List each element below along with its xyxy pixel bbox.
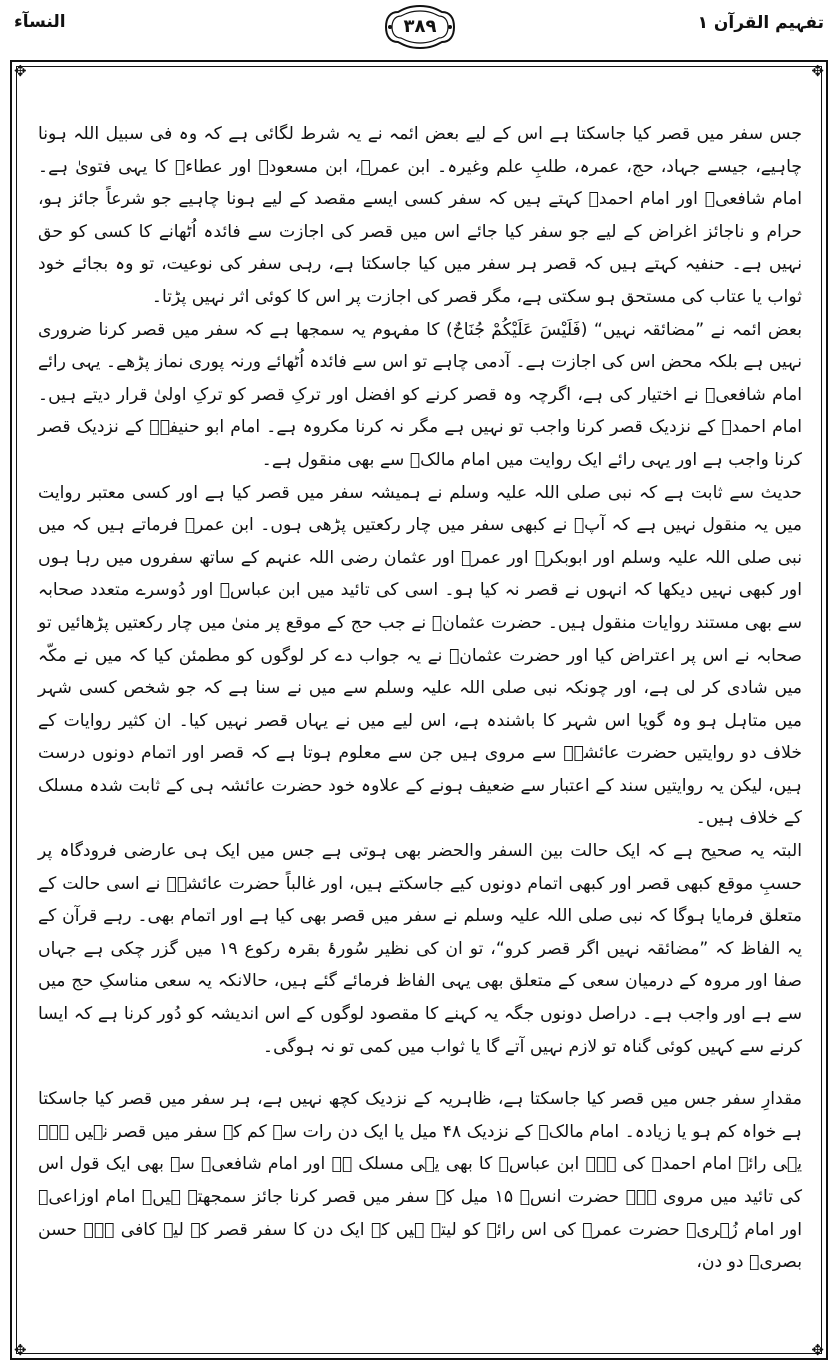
corner-ornament-icon: ✥	[14, 62, 27, 80]
paragraph-travel-distance: مقدارِ سفر جس میں قصر کیا جاسکتا ہے، ظاہریہ کے نزدیک کچھ نہیں ہے، ہر سفر میں قصر کیا جاسکتا ہے خواہ کم ہو یا زیادہ۔ امام مالکؒ کے نزدیک ۴۸ میل یا ایک دن رات سے کم کے سفر میں قصر نہیں ہے۔ یہی رائے امام احمدؒ کی ہے۔ ابن عباسؓ کا بھی یہی مسلک ہے اور امام شافعیؒ سے بھی ایک قول اس کی تائید میں مروی ہے۔ حضرت انسؓ ۱۵ میل کے سفر میں قصر کرنا جائز سمجھتے ہیں۔ امام اوزاعیؒ اور امام زُہریؒ حضرت عمرؓ کی اس رائے کو لیتے ہیں کہ ایک دن کا سفر قصر کے لیے کافی ہے۔ حسن بصریؒ دو دن،	[38, 1089, 803, 1273]
paragraph-hadith-evidence: حدیث سے ثابت ہے کہ نبی صلی اللہ علیہ وسلم نے ہمیشہ سفر میں قصر کیا ہے اور کسی معتبر روایت میں یہ منقول نہیں ہے کہ آپؐ نے کبھی سفر میں چار رکعتیں پڑھی ہوں۔ ابن عمرؓ فرماتے ہیں کہ میں نبی صلی اللہ علیہ وسلم اور ابوبکرؓ اور عمرؓ اور عثمان رضی اللہ عنہم کے ساتھ سفروں میں رہا ہوں اور کبھی نہیں دیکھا کہ انہوں نے قصر نہ کیا ہو۔ اسی کی تائید میں ابن عباسؓ اور دُوسرے متعدد صحابہ سے بھی مستند روایات منقول ہیں۔ حضرت عثمانؓ نے جب حج کے موقع پر منیٰ میں چار رکعتیں پڑھائیں تو صحابہ نے اس پر اعتراض کیا اور حضرت عثمانؓ نے یہ جواب دے کر لوگوں کو مطمئن کیا کہ میں نے مکّہ میں شادی کر لی ہے، اور چونکہ نبی صلی اللہ علیہ وسلم سے میں نے سنا ہے کہ جو شخص کسی شہر میں متاہل ہو وہ گویا اس شہر کا باشندہ ہے، اس لیے میں نے یہاں قصر نہیں کیا۔ ان کثیر روایات کے خلاف دو روایتیں حضرت عائشہؓ سے مروی ہیں جن سے معلوم ہوتا ہے کہ قصر اور اتمام دونوں درست ہیں، لیکن یہ روایتیں سند کے اعتبار سے ضعیف ہونے کے علاوہ خود حضرت عائشہ ہی کے ثابت شدہ مسلک کے خلاف ہیں۔	[38, 482, 802, 829]
paragraph-between-travel-residence: البتہ یہ صحیح ہے کہ ایک حالت بین السفر والحضر بھی ہوتی ہے جس میں ایک ہی عارضی فرودگاہ پر حسبِ موقع کبھی قصر اور کبھی اتمام دونوں کیے جاسکتے ہیں، اور غالباً حضرت عائشہؓ نے اسی حالت کے متعلق فرمایا ہوگا کہ نبی صلی اللہ علیہ وسلم نے سفر میں قصر بھی کیا ہے اور اتمام بھی۔ رہے قرآن کے یہ الفاظ کہ ”مضائقہ نہیں اگر قصر کرو“، تو ان کی نظیر سُورۂ بقرہ رکوع ۱۹ میں گزر چکی ہے جہاں صفا اور مروہ کے درمیان سعی کے متعلق بھی یہی الفاظ فرمائے گئے ہیں، حالانکہ یہ سعی مناسکِ حج میں سے ہے اور واجب ہے۔ دراصل دونوں جگہ یہ کہنے کا مقصود لوگوں کے اس اندیشہ کو دُور کرنا ہے کہ ایسا کرنے سے کہیں کوئی گناہ تو لازم نہیں آتے گا یا ثواب میں کمی تو نہ ہوگی۔	[38, 841, 802, 1057]
commentary-body	[38, 118, 802, 1279]
page-number: ۳۸۹	[403, 16, 437, 37]
running-header	[0, 0, 840, 62]
paragraph-qasr-travel-purpose: جس سفر میں قصر کیا جاسکتا ہے اس کے لیے بعض ائمہ نے یہ شرط لگائی ہے کہ وہ فی سبیل اللہ ہونا چاہیے، جیسے جہاد، حج، عمرہ، طلبِ علم وغیرہ۔ ابن عمرؓ، ابن مسعودؓ اور عطاءؒ کا یہی فتویٰ ہے۔ امام شافعیؒ اور امام احمدؒ کہتے ہیں کہ سفر کسی ایسے مقصد کے لیے ہونا چاہیے جو شرعاً جائز ہو، حرام و ناجائز اغراض کے لیے جو سفر کیا جائے اس میں قصر کی اجازت سے فائدہ اُٹھانے کا کسی کو حق نہیں ہے۔ حنفیہ کہتے ہیں کہ قصر ہر سفر میں کیا جاسکتا ہے، رہی سفر کی نوعیت، تو وہ بجائے خود ثواب یا عتاب کی مستحق ہو سکتی ہے، مگر قصر کی اجازت پر اس کا کوئی اثر نہیں پڑتا۔	[38, 124, 802, 307]
surah-name: النسآء	[14, 12, 66, 32]
corner-ornament-icon: ✥	[14, 1341, 27, 1359]
corner-ornament-icon: ✥	[811, 1341, 824, 1359]
book-title: تفہیم القرآن ۱	[697, 13, 824, 33]
paragraph-qasr-obligation: بعض ائمہ نے ”مضائقہ نہیں“ (فَلَيْسَ عَلَيْكُمْ جُنَاحٌ) کا مفہوم یہ سمجھا ہے کہ سفر میں قصر کرنا ضروری نہیں ہے بلکہ محض اس کی اجازت ہے۔ آدمی چاہے تو اس سے فائدہ اُٹھائے ورنہ پوری نماز پڑھے۔ یہی رائے امام شافعیؒ نے اختیار کی ہے، اگرچہ وہ قصر کرنے کو افضل اور ترکِ قصر کو ترکِ اولیٰ قرار دیتے ہیں۔ امام احمدؒ کے نزدیک قصر کرنا واجب تو نہیں ہے مگر نہ کرنا مکروہ ہے۔ امام ابو حنیفہؒ کے نزدیک قصر کرنا واجب ہے اور یہی رائے ایک روایت میں امام مالکؒ سے بھی منقول ہے۔	[38, 319, 802, 470]
corner-ornament-icon: ✥	[811, 62, 824, 80]
page-number-badge	[384, 4, 456, 50]
